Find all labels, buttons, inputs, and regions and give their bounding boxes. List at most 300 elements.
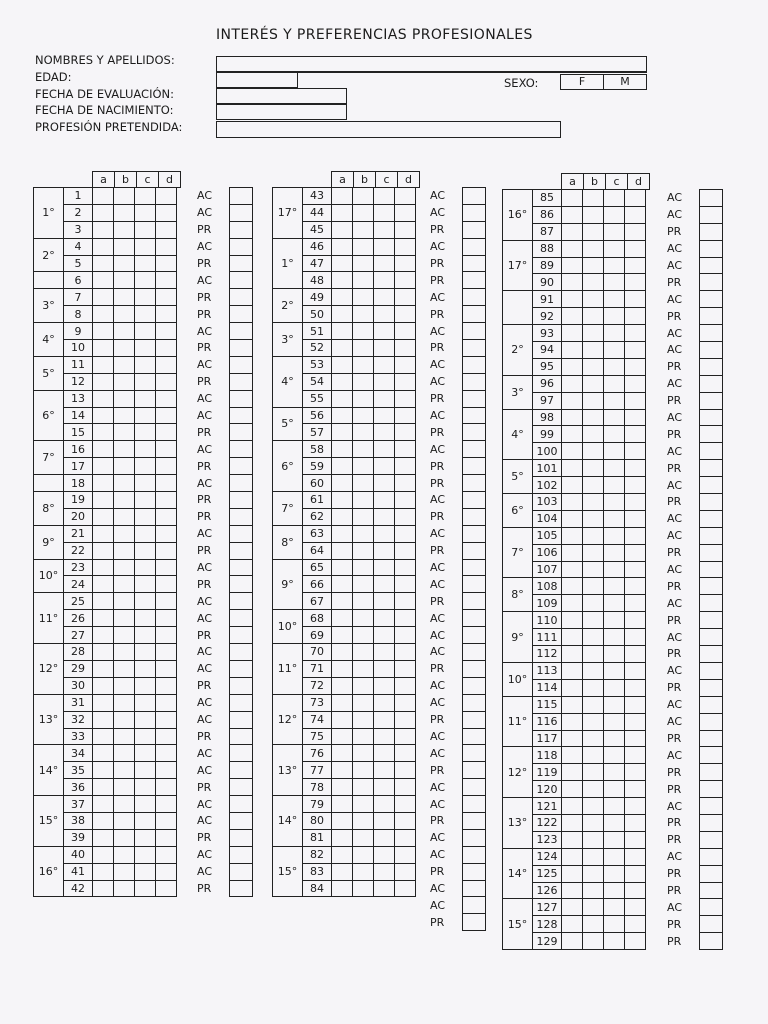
score-box[interactable]: [463, 728, 486, 745]
score-box[interactable]: [700, 527, 723, 544]
answer-cell-b[interactable]: [583, 781, 604, 798]
answer-cell-d[interactable]: [395, 458, 416, 475]
answer-cell-c[interactable]: [135, 593, 156, 610]
answer-cell-a[interactable]: [332, 576, 353, 593]
answer-cell-a[interactable]: [332, 779, 353, 796]
answer-cell-a[interactable]: [332, 829, 353, 846]
answer-cell-d[interactable]: [156, 542, 177, 559]
score-box[interactable]: [463, 204, 486, 221]
score-box[interactable]: [230, 812, 253, 829]
score-box[interactable]: [463, 188, 486, 205]
answer-cell-b[interactable]: [583, 460, 604, 477]
answer-cell-a[interactable]: [332, 390, 353, 407]
score-box[interactable]: [230, 880, 253, 897]
score-box[interactable]: [700, 899, 723, 916]
answer-cell-d[interactable]: [156, 340, 177, 357]
score-box[interactable]: [700, 865, 723, 882]
score-box[interactable]: [463, 356, 486, 373]
answer-cell-a[interactable]: [93, 492, 114, 509]
answer-cell-c[interactable]: [604, 882, 625, 899]
answer-cell-c[interactable]: [135, 390, 156, 407]
answer-cell-b[interactable]: [353, 204, 374, 221]
answer-cell-b[interactable]: [583, 814, 604, 831]
answer-cell-d[interactable]: [156, 593, 177, 610]
answer-cell-c[interactable]: [374, 356, 395, 373]
answer-cell-c[interactable]: [135, 880, 156, 897]
answer-cell-a[interactable]: [93, 593, 114, 610]
answer-cell-d[interactable]: [156, 475, 177, 492]
answer-cell-a[interactable]: [332, 846, 353, 863]
answer-cell-d[interactable]: [156, 644, 177, 661]
answer-cell-c[interactable]: [604, 781, 625, 798]
answer-cell-b[interactable]: [353, 829, 374, 846]
answer-cell-b[interactable]: [583, 865, 604, 882]
answer-cell-c[interactable]: [135, 863, 156, 880]
answer-cell-d[interactable]: [625, 848, 646, 865]
answer-cell-b[interactable]: [114, 356, 135, 373]
answer-cell-c[interactable]: [374, 559, 395, 576]
answer-cell-c[interactable]: [604, 679, 625, 696]
answer-cell-a[interactable]: [332, 863, 353, 880]
answer-cell-b[interactable]: [114, 660, 135, 677]
answer-cell-b[interactable]: [353, 863, 374, 880]
answer-cell-a[interactable]: [93, 255, 114, 272]
score-box[interactable]: [463, 542, 486, 559]
score-box[interactable]: [700, 831, 723, 848]
answer-cell-c[interactable]: [374, 542, 395, 559]
answer-cell-b[interactable]: [353, 694, 374, 711]
answer-cell-d[interactable]: [625, 342, 646, 359]
score-box[interactable]: [463, 289, 486, 306]
answer-cell-a[interactable]: [562, 747, 583, 764]
answer-cell-c[interactable]: [374, 660, 395, 677]
answer-cell-d[interactable]: [625, 781, 646, 798]
answer-cell-d[interactable]: [395, 796, 416, 813]
answer-cell-d[interactable]: [625, 865, 646, 882]
answer-cell-c[interactable]: [374, 221, 395, 238]
answer-cell-d[interactable]: [156, 289, 177, 306]
answer-cell-d[interactable]: [625, 612, 646, 629]
answer-cell-b[interactable]: [583, 696, 604, 713]
answer-cell-c[interactable]: [135, 610, 156, 627]
answer-cell-d[interactable]: [156, 863, 177, 880]
answer-cell-a[interactable]: [93, 762, 114, 779]
score-box[interactable]: [700, 409, 723, 426]
score-box[interactable]: [463, 255, 486, 272]
answer-cell-a[interactable]: [332, 694, 353, 711]
answer-cell-b[interactable]: [583, 494, 604, 511]
answer-cell-a[interactable]: [93, 475, 114, 492]
answer-cell-c[interactable]: [604, 190, 625, 207]
answer-cell-d[interactable]: [156, 880, 177, 897]
answer-cell-d[interactable]: [625, 814, 646, 831]
fecha-nacimiento-field[interactable]: [216, 103, 347, 120]
score-box[interactable]: [463, 272, 486, 289]
answer-cell-b[interactable]: [583, 612, 604, 629]
answer-cell-d[interactable]: [625, 595, 646, 612]
answer-cell-c[interactable]: [374, 576, 395, 593]
answer-cell-a[interactable]: [562, 291, 583, 308]
answer-cell-d[interactable]: [395, 711, 416, 728]
score-box[interactable]: [463, 559, 486, 576]
answer-cell-a[interactable]: [562, 831, 583, 848]
answer-cell-d[interactable]: [395, 272, 416, 289]
score-box[interactable]: [700, 679, 723, 696]
answer-cell-c[interactable]: [604, 206, 625, 223]
score-box[interactable]: [700, 612, 723, 629]
answer-cell-b[interactable]: [114, 542, 135, 559]
answer-cell-c[interactable]: [135, 576, 156, 593]
answer-cell-b[interactable]: [353, 762, 374, 779]
answer-cell-c[interactable]: [604, 798, 625, 815]
score-box[interactable]: [700, 325, 723, 342]
answer-cell-d[interactable]: [156, 204, 177, 221]
answer-cell-b[interactable]: [353, 458, 374, 475]
answer-cell-b[interactable]: [353, 644, 374, 661]
answer-cell-c[interactable]: [374, 728, 395, 745]
answer-cell-b[interactable]: [353, 424, 374, 441]
answer-cell-b[interactable]: [583, 747, 604, 764]
answer-cell-a[interactable]: [562, 848, 583, 865]
answer-cell-a[interactable]: [562, 798, 583, 815]
score-box[interactable]: [700, 426, 723, 443]
answer-cell-b[interactable]: [583, 848, 604, 865]
answer-cell-d[interactable]: [395, 390, 416, 407]
answer-cell-c[interactable]: [604, 342, 625, 359]
answer-cell-d[interactable]: [156, 559, 177, 576]
answer-cell-d[interactable]: [156, 508, 177, 525]
answer-cell-d[interactable]: [625, 646, 646, 663]
answer-cell-c[interactable]: [135, 796, 156, 813]
answer-cell-a[interactable]: [332, 711, 353, 728]
answer-cell-d[interactable]: [395, 576, 416, 593]
score-box[interactable]: [463, 779, 486, 796]
answer-cell-a[interactable]: [332, 373, 353, 390]
answer-cell-b[interactable]: [114, 458, 135, 475]
answer-cell-a[interactable]: [332, 475, 353, 492]
answer-cell-a[interactable]: [93, 576, 114, 593]
score-box[interactable]: [230, 492, 253, 509]
score-box[interactable]: [700, 578, 723, 595]
answer-cell-d[interactable]: [625, 477, 646, 494]
answer-cell-c[interactable]: [374, 407, 395, 424]
answer-cell-b[interactable]: [583, 882, 604, 899]
score-box[interactable]: [230, 677, 253, 694]
answer-cell-c[interactable]: [374, 677, 395, 694]
answer-cell-c[interactable]: [374, 255, 395, 272]
answer-cell-b[interactable]: [583, 342, 604, 359]
score-box[interactable]: [700, 646, 723, 663]
score-box[interactable]: [700, 308, 723, 325]
score-box[interactable]: [700, 291, 723, 308]
answer-cell-c[interactable]: [135, 458, 156, 475]
answer-cell-a[interactable]: [562, 612, 583, 629]
answer-cell-a[interactable]: [93, 188, 114, 205]
answer-cell-a[interactable]: [93, 627, 114, 644]
score-box[interactable]: [463, 390, 486, 407]
answer-cell-d[interactable]: [156, 846, 177, 863]
score-box[interactable]: [230, 323, 253, 340]
answer-cell-d[interactable]: [625, 460, 646, 477]
score-box[interactable]: [463, 694, 486, 711]
answer-cell-c[interactable]: [135, 407, 156, 424]
score-box[interactable]: [463, 475, 486, 492]
score-box[interactable]: [463, 306, 486, 323]
score-box[interactable]: [230, 525, 253, 542]
answer-cell-b[interactable]: [583, 798, 604, 815]
answer-cell-d[interactable]: [395, 660, 416, 677]
score-box[interactable]: [230, 306, 253, 323]
answer-cell-c[interactable]: [135, 475, 156, 492]
answer-cell-b[interactable]: [353, 779, 374, 796]
answer-cell-c[interactable]: [604, 460, 625, 477]
answer-cell-d[interactable]: [395, 728, 416, 745]
answer-cell-c[interactable]: [135, 660, 156, 677]
answer-cell-c[interactable]: [135, 340, 156, 357]
answer-cell-d[interactable]: [625, 274, 646, 291]
answer-cell-d[interactable]: [625, 544, 646, 561]
answer-cell-d[interactable]: [156, 677, 177, 694]
answer-cell-c[interactable]: [135, 627, 156, 644]
answer-cell-d[interactable]: [395, 812, 416, 829]
answer-cell-d[interactable]: [625, 409, 646, 426]
answer-cell-a[interactable]: [562, 561, 583, 578]
answer-cell-b[interactable]: [583, 595, 604, 612]
answer-cell-d[interactable]: [625, 933, 646, 950]
answer-cell-a[interactable]: [332, 272, 353, 289]
answer-cell-a[interactable]: [562, 426, 583, 443]
score-box[interactable]: [700, 747, 723, 764]
answer-cell-d[interactable]: [395, 508, 416, 525]
answer-cell-c[interactable]: [135, 542, 156, 559]
score-box[interactable]: [700, 916, 723, 933]
answer-cell-c[interactable]: [604, 629, 625, 646]
answer-cell-c[interactable]: [374, 238, 395, 255]
answer-cell-a[interactable]: [93, 525, 114, 542]
answer-cell-c[interactable]: [135, 745, 156, 762]
edad-field[interactable]: [216, 71, 298, 88]
answer-cell-c[interactable]: [604, 865, 625, 882]
answer-cell-c[interactable]: [374, 289, 395, 306]
score-box[interactable]: [230, 356, 253, 373]
answer-cell-c[interactable]: [604, 831, 625, 848]
answer-cell-c[interactable]: [374, 272, 395, 289]
answer-cell-c[interactable]: [374, 711, 395, 728]
answer-cell-d[interactable]: [625, 662, 646, 679]
answer-cell-d[interactable]: [625, 679, 646, 696]
answer-cell-a[interactable]: [562, 477, 583, 494]
score-box[interactable]: [230, 441, 253, 458]
answer-cell-a[interactable]: [562, 308, 583, 325]
answer-cell-a[interactable]: [562, 223, 583, 240]
answer-cell-b[interactable]: [114, 812, 135, 829]
answer-cell-d[interactable]: [625, 358, 646, 375]
answer-cell-b[interactable]: [114, 762, 135, 779]
answer-cell-a[interactable]: [93, 306, 114, 323]
answer-cell-b[interactable]: [114, 407, 135, 424]
answer-cell-d[interactable]: [395, 356, 416, 373]
score-box[interactable]: [700, 460, 723, 477]
answer-cell-c[interactable]: [604, 646, 625, 663]
answer-cell-b[interactable]: [583, 308, 604, 325]
answer-cell-d[interactable]: [395, 188, 416, 205]
answer-cell-c[interactable]: [604, 662, 625, 679]
answer-cell-c[interactable]: [374, 846, 395, 863]
score-box[interactable]: [463, 762, 486, 779]
score-box[interactable]: [230, 390, 253, 407]
answer-cell-b[interactable]: [583, 325, 604, 342]
answer-cell-b[interactable]: [353, 559, 374, 576]
answer-cell-b[interactable]: [353, 272, 374, 289]
answer-cell-a[interactable]: [332, 762, 353, 779]
answer-cell-c[interactable]: [604, 848, 625, 865]
answer-cell-b[interactable]: [114, 627, 135, 644]
answer-cell-a[interactable]: [93, 340, 114, 357]
answer-cell-d[interactable]: [625, 190, 646, 207]
answer-cell-a[interactable]: [93, 728, 114, 745]
answer-cell-c[interactable]: [374, 424, 395, 441]
answer-cell-d[interactable]: [395, 863, 416, 880]
score-box[interactable]: [463, 221, 486, 238]
answer-cell-b[interactable]: [114, 255, 135, 272]
answer-cell-c[interactable]: [604, 426, 625, 443]
answer-cell-b[interactable]: [353, 610, 374, 627]
answer-cell-c[interactable]: [135, 188, 156, 205]
answer-cell-c[interactable]: [604, 561, 625, 578]
answer-cell-d[interactable]: [395, 627, 416, 644]
score-box[interactable]: [700, 494, 723, 511]
score-box[interactable]: [700, 392, 723, 409]
score-box[interactable]: [700, 206, 723, 223]
answer-cell-b[interactable]: [353, 627, 374, 644]
answer-cell-b[interactable]: [353, 728, 374, 745]
answer-cell-a[interactable]: [562, 274, 583, 291]
answer-cell-b[interactable]: [114, 525, 135, 542]
answer-cell-c[interactable]: [135, 272, 156, 289]
answer-cell-c[interactable]: [374, 204, 395, 221]
answer-cell-d[interactable]: [156, 424, 177, 441]
answer-cell-b[interactable]: [583, 764, 604, 781]
answer-cell-b[interactable]: [583, 662, 604, 679]
answer-cell-d[interactable]: [625, 494, 646, 511]
score-box[interactable]: [463, 441, 486, 458]
answer-cell-d[interactable]: [625, 899, 646, 916]
answer-cell-b[interactable]: [353, 221, 374, 238]
score-box[interactable]: [230, 593, 253, 610]
answer-cell-d[interactable]: [156, 745, 177, 762]
answer-cell-a[interactable]: [562, 392, 583, 409]
answer-cell-d[interactable]: [395, 677, 416, 694]
answer-cell-c[interactable]: [374, 390, 395, 407]
answer-cell-a[interactable]: [562, 662, 583, 679]
score-box[interactable]: [700, 342, 723, 359]
answer-cell-b[interactable]: [114, 796, 135, 813]
answer-cell-a[interactable]: [93, 407, 114, 424]
answer-cell-c[interactable]: [374, 593, 395, 610]
answer-cell-d[interactable]: [625, 426, 646, 443]
answer-cell-a[interactable]: [93, 542, 114, 559]
answer-cell-d[interactable]: [395, 829, 416, 846]
answer-cell-a[interactable]: [332, 356, 353, 373]
answer-cell-d[interactable]: [625, 747, 646, 764]
answer-cell-c[interactable]: [135, 525, 156, 542]
answer-cell-c[interactable]: [604, 392, 625, 409]
answer-cell-a[interactable]: [562, 375, 583, 392]
answer-cell-c[interactable]: [374, 762, 395, 779]
answer-cell-b[interactable]: [353, 846, 374, 863]
score-box[interactable]: [230, 694, 253, 711]
answer-cell-b[interactable]: [353, 356, 374, 373]
score-box[interactable]: [463, 829, 486, 846]
answer-cell-c[interactable]: [135, 204, 156, 221]
answer-cell-d[interactable]: [156, 255, 177, 272]
answer-cell-d[interactable]: [625, 325, 646, 342]
answer-cell-d[interactable]: [395, 525, 416, 542]
answer-cell-a[interactable]: [93, 238, 114, 255]
answer-cell-c[interactable]: [604, 375, 625, 392]
answer-cell-a[interactable]: [562, 781, 583, 798]
answer-cell-d[interactable]: [395, 373, 416, 390]
answer-cell-b[interactable]: [114, 204, 135, 221]
answer-cell-d[interactable]: [625, 713, 646, 730]
answer-cell-c[interactable]: [135, 492, 156, 509]
answer-cell-b[interactable]: [114, 644, 135, 661]
answer-cell-c[interactable]: [135, 846, 156, 863]
answer-cell-c[interactable]: [604, 899, 625, 916]
answer-cell-d[interactable]: [156, 796, 177, 813]
answer-cell-d[interactable]: [395, 289, 416, 306]
score-box[interactable]: [230, 188, 253, 205]
answer-cell-b[interactable]: [114, 424, 135, 441]
answer-cell-d[interactable]: [625, 831, 646, 848]
answer-cell-d[interactable]: [625, 764, 646, 781]
answer-cell-b[interactable]: [583, 477, 604, 494]
answer-cell-c[interactable]: [135, 424, 156, 441]
score-box[interactable]: [463, 525, 486, 542]
answer-cell-c[interactable]: [374, 644, 395, 661]
score-box[interactable]: [700, 696, 723, 713]
score-box[interactable]: [700, 848, 723, 865]
answer-cell-d[interactable]: [156, 373, 177, 390]
answer-cell-d[interactable]: [395, 593, 416, 610]
answer-cell-a[interactable]: [332, 677, 353, 694]
answer-cell-c[interactable]: [135, 829, 156, 846]
answer-cell-b[interactable]: [583, 527, 604, 544]
answer-cell-d[interactable]: [156, 272, 177, 289]
answer-cell-a[interactable]: [562, 510, 583, 527]
answer-cell-b[interactable]: [114, 373, 135, 390]
answer-cell-a[interactable]: [93, 711, 114, 728]
answer-cell-c[interactable]: [135, 728, 156, 745]
answer-cell-b[interactable]: [583, 206, 604, 223]
answer-cell-b[interactable]: [114, 728, 135, 745]
answer-cell-b[interactable]: [583, 223, 604, 240]
answer-cell-d[interactable]: [156, 576, 177, 593]
answer-cell-d[interactable]: [395, 559, 416, 576]
answer-cell-d[interactable]: [156, 441, 177, 458]
answer-cell-a[interactable]: [332, 593, 353, 610]
answer-cell-c[interactable]: [374, 458, 395, 475]
answer-cell-d[interactable]: [395, 762, 416, 779]
answer-cell-c[interactable]: [135, 221, 156, 238]
answer-cell-b[interactable]: [583, 561, 604, 578]
answer-cell-d[interactable]: [395, 306, 416, 323]
answer-cell-c[interactable]: [374, 306, 395, 323]
answer-cell-b[interactable]: [353, 576, 374, 593]
answer-cell-c[interactable]: [604, 443, 625, 460]
answer-cell-a[interactable]: [93, 660, 114, 677]
answer-cell-a[interactable]: [93, 846, 114, 863]
